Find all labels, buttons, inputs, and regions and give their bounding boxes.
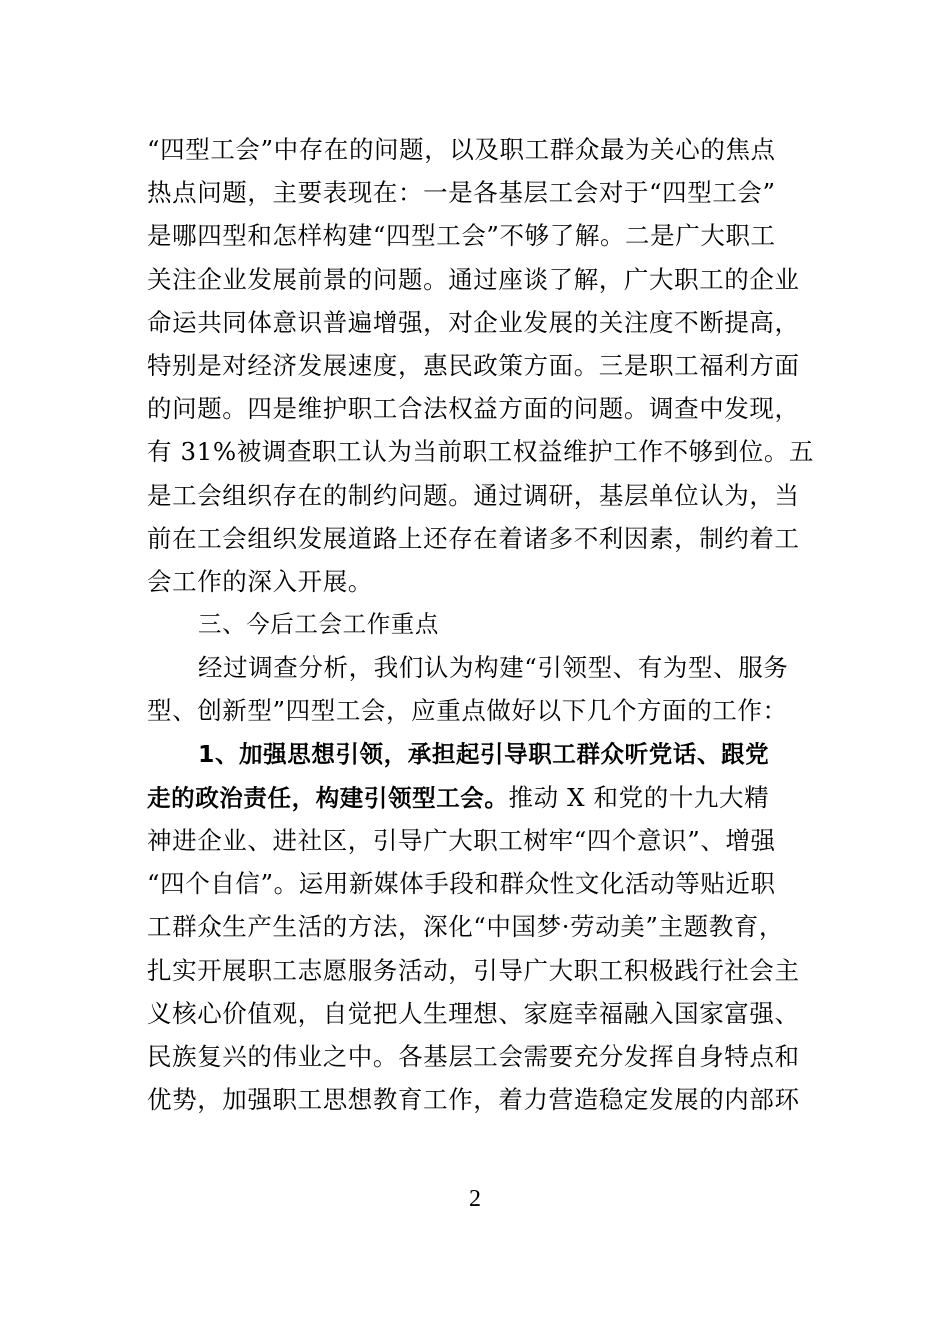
paragraph-line: 的问题。四是维护职工合法权益方面的问题。调查中发现， xyxy=(147,394,800,424)
paragraph-line: “四个自信”。运用新媒体手段和群众性文化活动等贴近职 xyxy=(147,869,776,899)
paragraph-line: 工群众生产生活的方法，深化“中国梦·劳动美”主题教育， xyxy=(147,912,785,942)
paragraph-line: 优势，加强职工思想教育工作，着力营造稳定发展的内部环 xyxy=(147,1085,800,1115)
paragraph-line: 是哪四型和怎样构建“四型工会”不够了解。二是广大职工 xyxy=(147,221,776,251)
paragraph-line-mixed xyxy=(147,776,807,819)
bold-subheading-line: 1、加强思想引领，承担起引导职工群众听党话、跟党 xyxy=(198,739,770,768)
paragraph-line: 前在工会组织发展道路上还存在着诸多不利因素，制约着工 xyxy=(147,523,800,553)
paragraph-line: 型、创新型”四型工会，应重点做好以下几个方面的工作： xyxy=(147,696,788,726)
paragraph-line: “四型工会”中存在的问题，以及职工群众最为关心的焦点 xyxy=(147,135,776,164)
paragraph-line: 特别是对经济发展速度，惠民政策方面。三是职工福利方面 xyxy=(147,350,800,380)
paragraph-line: 是工会组织存在的制约问题。通过调研，基层单位认为，当 xyxy=(147,480,800,510)
paragraph-line: 扎实开展职工志愿服务活动，引导广大职工积极践行社会主 xyxy=(147,955,800,985)
body-text xyxy=(147,128,815,1121)
paragraph-line: 经过调查分析，我们认为构建“引领型、有为型、服务 xyxy=(198,653,789,683)
paragraph-line-rest: 推动 X 和党的十九大精 xyxy=(508,782,770,812)
paragraph-line: 义核心价值观，自觉把人生理想、家庭幸福融入国家富强、 xyxy=(147,998,800,1028)
paragraph-line: 热点问题，主要表现在：一是各基层工会对于“四型工会” xyxy=(147,178,776,208)
paragraph-line: 命运共同体意识普遍增强，对企业发展的关注度不断提高， xyxy=(147,307,800,337)
paragraph-line: 会工作的深入开展。 xyxy=(147,566,373,596)
paragraph-line: 有 31%被调查职工认为当前职工权益维护工作不够到位。五 xyxy=(147,437,815,467)
paragraph-line: 神进企业、进社区，引导广大职工树牢“四个意识”、增强 xyxy=(147,826,776,855)
bold-subheading-end: 走的政治责任，构建引领型工会。 xyxy=(147,783,509,812)
paragraph-line: 民族复兴的伟业之中。各基层工会需要充分发挥自身特点和 xyxy=(147,1041,800,1071)
section-heading: 三、今后工会工作重点 xyxy=(198,610,439,639)
paragraph-line: 关注企业发展前景的问题。通过座谈了解，广大职工的企业 xyxy=(147,264,800,294)
page-number: 2 xyxy=(469,1186,481,1212)
